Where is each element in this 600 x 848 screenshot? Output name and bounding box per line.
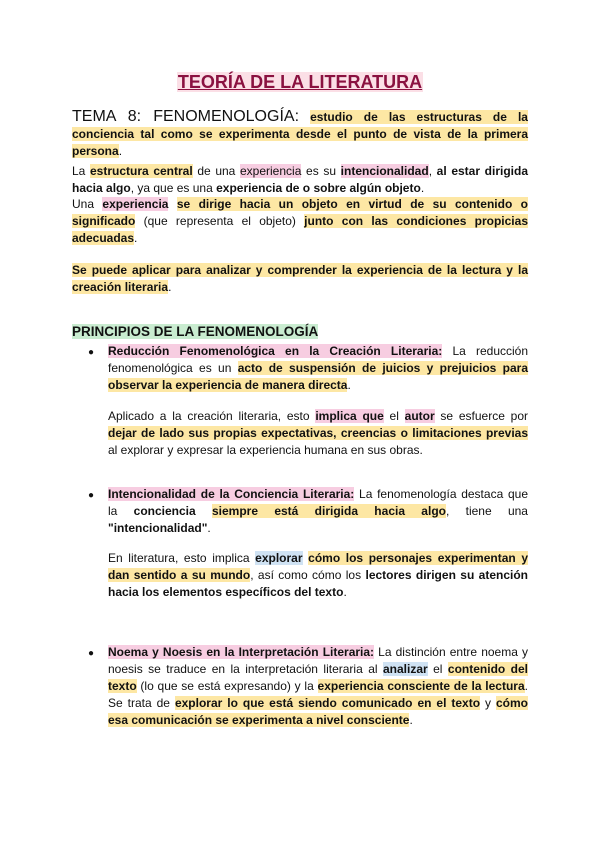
item3-text-2: el: [427, 662, 448, 676]
p1-text-3: es su: [301, 164, 341, 178]
item2-bold-3: "intencionalidad": [108, 521, 208, 535]
item1-sub-text-3: se esfuerce por: [434, 409, 528, 423]
item1-sub-text-1: Aplicado a la creación literaria, esto: [108, 409, 316, 423]
p1-text-5: , ya que es una: [130, 181, 217, 195]
item1-sub-bold-3: dejar de lado sus propias expectativas, creencias o limitaciones previas: [108, 426, 528, 440]
p1-text-4: ,: [428, 164, 437, 178]
tema-heading: TEMA 8: FENOMENOLOGÍA: [72, 108, 295, 125]
p2-bold-2: se dirige hacia un objeto en virtud de su contenido o significado: [72, 197, 529, 228]
title-container: [0, 72, 600, 93]
item2-sub-bold-3: lectores dirigen su atención hacia los elementos específicos del texto: [108, 568, 528, 599]
paragraph-1: [72, 163, 528, 197]
item3-text-5: y: [480, 696, 496, 710]
p2-text-4: .: [134, 231, 138, 245]
tema-definition: estudio de las estructuras de la conciencia tal como se experimenta desde el punto de vista de la primera persona: [72, 110, 528, 158]
item3-text-3: (lo que se está expresando) y la: [136, 679, 318, 693]
item2-sub-bold-1: explorar: [255, 551, 303, 565]
bullet-1: ●: [88, 347, 95, 358]
p2-bold-3: junto con las condiciones propicias adecuadas: [72, 214, 528, 245]
tema-dot: .: [118, 144, 123, 158]
item2-sub-text-4: .: [343, 585, 347, 599]
item2-text-2: [196, 504, 212, 518]
item1-text-1: La reducción fenomenológica es un: [108, 344, 529, 375]
p3-text-1: .: [168, 280, 172, 294]
item2-bold-1: conciencia: [133, 504, 196, 518]
item3-heading: Noema y Noesis en la Interpretación Literaria:: [108, 645, 375, 659]
item1-sub-text-2: el: [383, 409, 405, 423]
list-item-2: [108, 486, 528, 537]
bullet-2: ●: [88, 490, 95, 501]
item2-text-1: La fenomenología destaca que la: [108, 487, 528, 518]
item1-sub-bold-2: autor: [404, 409, 435, 423]
item2-sub-text-3: , así como cómo los: [250, 568, 366, 582]
p2-text-3: (que representa el objeto): [135, 214, 305, 228]
p1-bold-4: al estar dirigida hacia algo: [72, 164, 528, 195]
item3-bold-2: contenido del texto: [108, 662, 529, 693]
bullet-3: ●: [88, 648, 95, 659]
list-item-3: [108, 644, 528, 729]
paragraph-2: [72, 196, 528, 247]
item2-sub-text-1: En literatura, esto implica: [108, 551, 256, 565]
item2-heading: Intencionalidad de la Conciencia Literaria:: [108, 487, 355, 501]
item1-sub-bold-1: implica que: [315, 409, 384, 423]
section-heading: PRINCIPIOS DE LA FENOMENOLOGÍA: [72, 324, 319, 339]
p1-bold-5: experiencia de o sobre algún objeto: [216, 181, 421, 195]
item2-sub-bold-2: cómo los personajes experimentan y dan sentido a su mundo: [108, 551, 529, 582]
p1-bold-3: intencionalidad: [340, 164, 429, 178]
item3-text-6: .: [409, 713, 413, 727]
p2-text-1: Una: [72, 197, 103, 211]
item1-heading: Reducción Fenomenológica en la Creación Literaria:: [108, 344, 443, 358]
tema-paragraph: [72, 108, 528, 160]
item3-bold-1: analizar: [382, 662, 428, 676]
p3-bold-1: Se puede aplicar para analizar y comprender la experiencia de la lectura y la creación literaria: [72, 263, 528, 294]
item2-text-4: .: [207, 521, 211, 535]
item1-bold-1: acto de suspensión de juicios y prejuicios para observar la experiencia de manera directa: [108, 361, 528, 392]
p1-bold-1: estructura central: [90, 164, 193, 178]
p2-text-2: [168, 197, 176, 211]
item1-subparagraph: [108, 408, 528, 459]
item2-text-3: , tiene una: [445, 504, 528, 518]
p1-bold-2: experiencia: [240, 164, 302, 178]
p1-text-2: de una: [192, 164, 240, 178]
item2-bold-2: siempre está dirigida hacia algo: [212, 504, 446, 518]
item3-bold-5: cómo esa comunicación se experimenta a nivel consciente: [108, 696, 529, 727]
item3-text-4: . Se trata de: [108, 679, 528, 710]
paragraph-3: [72, 262, 528, 296]
item3-bold-3: experiencia consciente de la lectura: [317, 679, 525, 693]
p2-bold-1: experiencia: [102, 197, 169, 211]
item2-subparagraph: [108, 550, 528, 601]
tema-colon: :: [294, 108, 300, 125]
list-item-1: [108, 343, 528, 394]
p1-text-1: La: [72, 164, 90, 178]
item1-text-2: .: [347, 378, 351, 392]
document-title: TEORÍA DE LA LITERATURA: [177, 72, 423, 92]
item1-sub-text-4: al explorar y expresar la experiencia humana en sus obras.: [108, 443, 423, 457]
item3-text-1: La distinción entre noema y noesis se traduce en la interpretación literaria al: [108, 645, 529, 676]
item3-bold-4: explorar lo que está siendo comunicado en el texto: [174, 696, 481, 710]
p1-text-6: .: [420, 181, 425, 195]
